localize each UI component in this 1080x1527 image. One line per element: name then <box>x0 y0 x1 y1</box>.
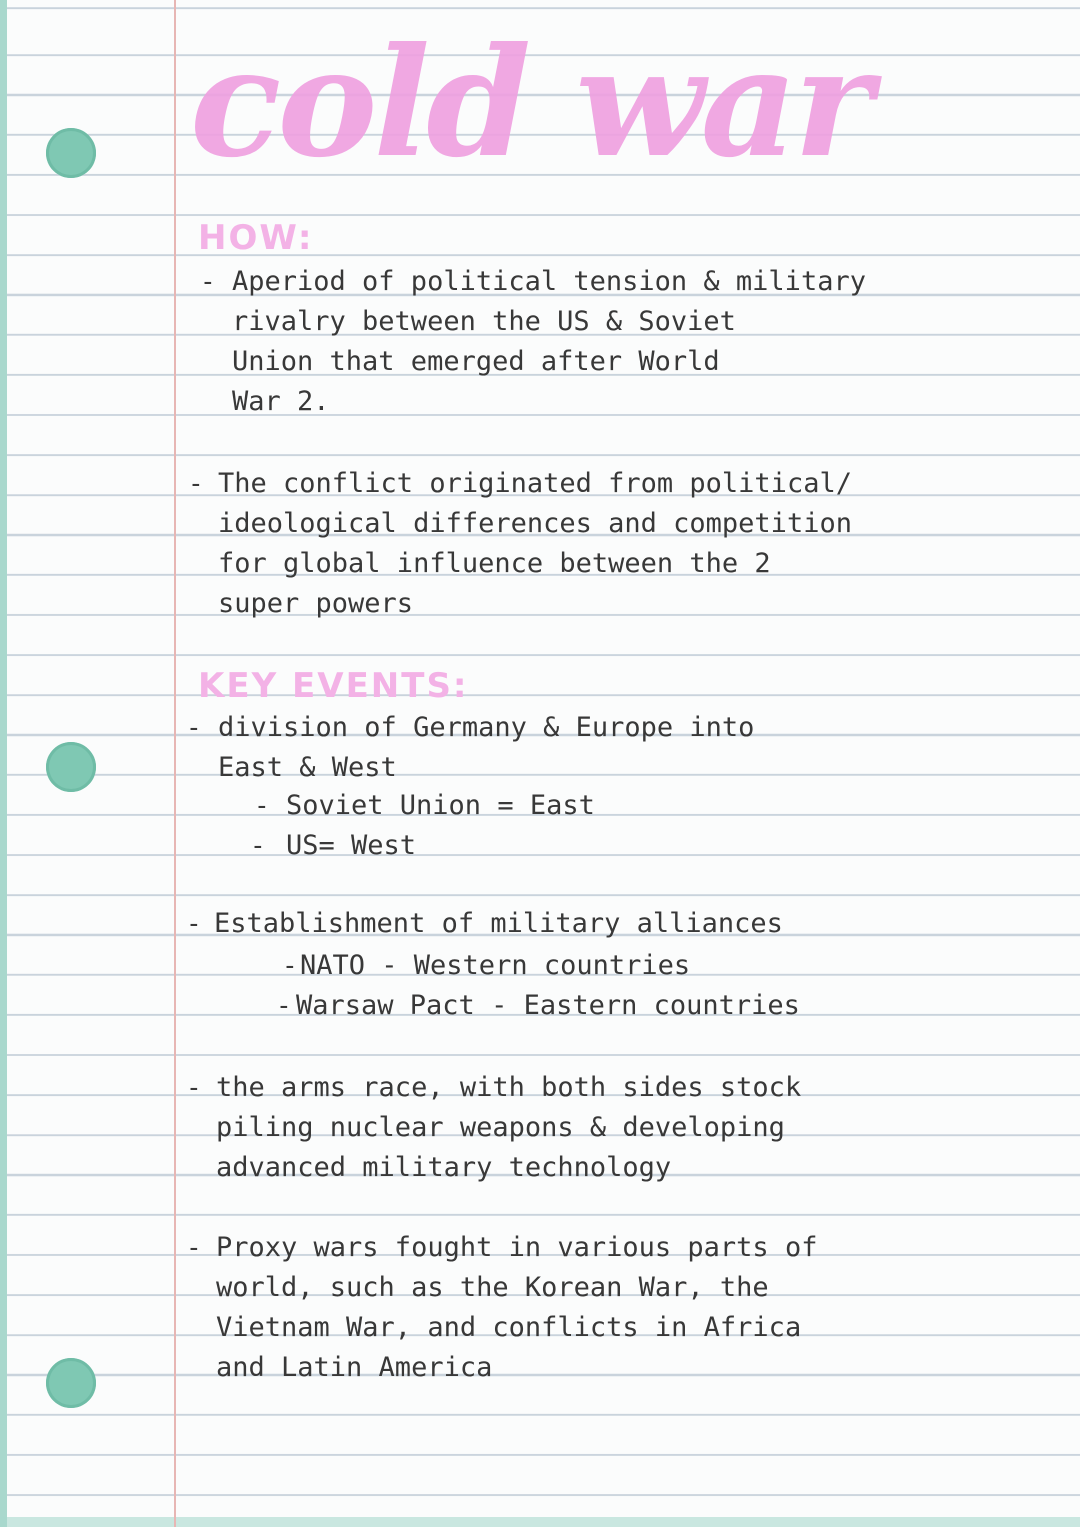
key-event-2 <box>214 904 783 944</box>
bullet-dash: - <box>250 831 266 861</box>
bullet-dash: - <box>186 1073 202 1103</box>
key-events-heading: KEY EVENTS: <box>198 666 469 706</box>
key-event-4 <box>216 1228 817 1388</box>
bullet-dash: - <box>186 713 202 743</box>
bullet-dash: - <box>200 267 216 297</box>
key-event-3-line-2: piling nuclear weapons & developing <box>216 1112 785 1143</box>
key-event-4-line-1: Proxy wars fought in various parts of <box>216 1232 818 1263</box>
how-bullet-2 <box>218 464 852 624</box>
key-event-2-line-1: Establishment of military alliances <box>214 908 783 939</box>
bullet-dash: - <box>186 1233 202 1263</box>
bullet-dash: - <box>188 469 204 499</box>
margin-line <box>174 0 176 1527</box>
key-event-1-sub-1: Soviet Union = East <box>286 790 595 821</box>
page-edge <box>0 0 7 1527</box>
bullet-dash: - <box>282 951 298 981</box>
how-bullet-1-line-2: rivalry between the US & Soviet <box>232 306 736 337</box>
how-bullet-2-line-1: The conflict originated from political/ <box>218 468 852 499</box>
page-title: cold war <box>190 15 869 191</box>
binder-hole-top <box>46 128 96 178</box>
how-bullet-1 <box>232 262 866 422</box>
key-event-4-line-3: Vietnam War, and conflicts in Africa <box>216 1312 802 1343</box>
page-edge-bottom <box>0 1517 1080 1527</box>
how-bullet-2-line-3: for global influence between the 2 <box>218 548 771 579</box>
how-bullet-1-line-3: Union that emerged after World <box>232 346 720 377</box>
key-event-1-line-1: division of Germany & Europe into <box>218 712 755 743</box>
bullet-dash: - <box>254 791 270 821</box>
key-event-3-line-3: advanced military technology <box>216 1152 672 1183</box>
how-heading: HOW: <box>198 218 314 258</box>
binder-hole-bottom <box>46 1358 96 1408</box>
key-event-2-sub-2: Warsaw Pact - Eastern countries <box>296 990 800 1021</box>
how-bullet-1-line-1: Aperiod of political tension & military <box>232 266 866 297</box>
how-bullet-2-line-2: ideological differences and competition <box>218 508 852 539</box>
key-event-1-line-2: East & West <box>218 752 397 783</box>
key-event-4-line-4: and Latin America <box>216 1352 493 1383</box>
bullet-dash: - <box>186 909 202 939</box>
key-event-4-line-2: world, such as the Korean War, the <box>216 1272 769 1303</box>
how-bullet-2-line-4: super powers <box>218 588 414 619</box>
key-event-3 <box>216 1068 801 1188</box>
how-bullet-1-line-4: War 2. <box>232 386 330 417</box>
binder-hole-middle <box>46 742 96 792</box>
key-event-2-sub-1: NATO - Western countries <box>300 950 691 981</box>
key-event-3-line-1: the arms race, with both sides stock <box>216 1072 802 1103</box>
key-event-1 <box>218 708 754 788</box>
key-event-1-sub-2: US= West <box>286 830 417 861</box>
bullet-dash: - <box>276 991 292 1021</box>
